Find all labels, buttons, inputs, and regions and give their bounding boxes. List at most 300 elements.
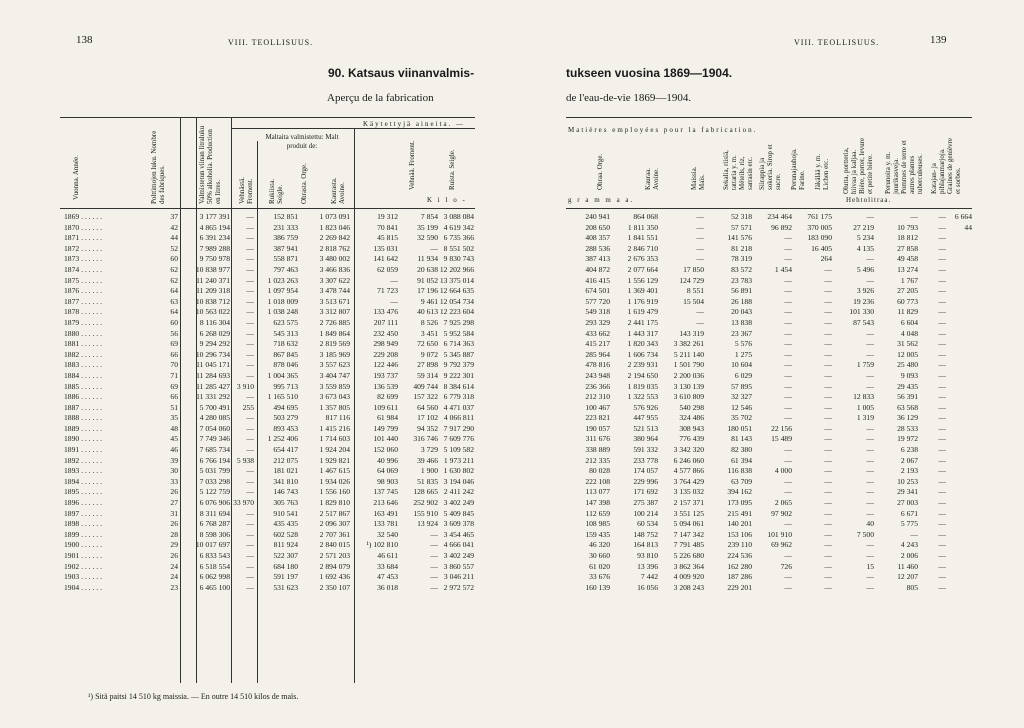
table-cell: 174 057 — [633, 466, 658, 476]
table-cell: 10 563 022 — [195, 307, 230, 317]
table-cell: — — [824, 508, 832, 518]
table-cell: — — [696, 307, 704, 317]
table-cell: 40 — [866, 519, 874, 529]
col-lichen-label: Jäkälää y. m. Lichen etc. — [814, 153, 830, 190]
table-cell: 1 823 046 — [319, 222, 350, 232]
column-meteil — [706, 212, 752, 593]
table-cell: 215 491 — [727, 508, 752, 518]
table-cell: — — [866, 275, 874, 285]
table-cell: 141 642 — [373, 254, 398, 264]
table-cell: 623 575 — [273, 317, 298, 327]
table-cell: 1 929 821 — [319, 455, 350, 465]
table-cell: — — [824, 392, 832, 402]
table-cell: 1 767 — [900, 275, 918, 285]
col-pommes-label: Perunoita y. m. juurikasveja. Pommes de terre et autres plantes tuberculeuses. — [884, 140, 924, 194]
table-cell: 155 910 — [413, 508, 438, 518]
malt-subheader: Maltaita valmistettu: Malt produit de: — [265, 133, 339, 150]
table-cell: 208 650 — [585, 222, 610, 232]
table-cell: 2 096 307 — [319, 519, 350, 529]
table-cell: 5 496 — [856, 264, 874, 274]
table-cell: 878 046 — [273, 360, 298, 370]
table-cell: — — [784, 360, 792, 370]
table-cell: 13 838 — [731, 317, 752, 327]
table-cell: 1 973 211 — [443, 455, 474, 465]
table-cell: 1896 . . . . . . — [64, 498, 102, 508]
table-cell: — — [246, 222, 254, 232]
table-cell: 5 409 845 — [443, 508, 474, 518]
table-cell: — — [938, 402, 946, 412]
table-cell: — — [866, 540, 874, 550]
table-cell — [946, 413, 972, 424]
table-cell: 8 116 304 — [199, 317, 230, 327]
table-cell: 19 236 — [853, 296, 874, 306]
table-cell: 148 752 — [633, 529, 658, 539]
table-cell: 5 234 — [856, 233, 874, 243]
table-cell: 1 319 — [856, 413, 874, 423]
table-cell: 293 329 — [585, 317, 610, 327]
table-cell: 27 205 — [897, 286, 918, 296]
table-cell: 1 369 401 — [627, 286, 658, 296]
table-cell: 404 872 — [585, 264, 610, 274]
table-cell: 13 274 — [897, 264, 918, 274]
table-cell: — — [866, 476, 874, 486]
table-cell: 1903 . . . . . . — [64, 572, 102, 582]
table-cell: 718 632 — [273, 339, 298, 349]
table-cell: 893 453 — [273, 423, 298, 433]
table-cell: — — [784, 572, 792, 582]
table-cell — [946, 466, 972, 477]
table-cell: 23 367 — [731, 328, 752, 338]
table-cell: 10 253 — [897, 476, 918, 486]
table-cell: 44 — [964, 222, 972, 232]
table-cell: 2 006 — [900, 551, 918, 560]
table-cell: — — [246, 519, 254, 529]
table-cell: — — [938, 349, 946, 359]
table-cell: 25 480 — [897, 360, 918, 370]
table-cell: 1 759 — [856, 360, 874, 370]
table-cell: 540 298 — [679, 402, 704, 412]
table-cell: 387 941 — [273, 243, 298, 253]
table-cell: 60 534 — [637, 519, 658, 529]
table-cell: — — [866, 445, 874, 455]
table-cell: — — [866, 498, 874, 508]
table-cell: 311 676 — [585, 434, 610, 444]
table-cell: — — [824, 529, 832, 539]
table-cell: — — [866, 339, 874, 349]
table-cell: 12 202 966 — [439, 264, 474, 274]
table-cell — [946, 403, 972, 414]
table-cell: 531 623 — [273, 582, 298, 592]
table-cell — [946, 434, 972, 445]
col-barley-malt-label: Ohrasta. Orge. — [300, 163, 308, 204]
table-cell: 1 005 — [856, 402, 874, 412]
table-cell: — — [824, 349, 832, 359]
table-cell: 52 — [170, 243, 178, 253]
table-cell: — — [866, 212, 874, 221]
col-sorbes-label: Katajan- ja pihlajanmarjoja. Graines de genièvre et sorbes. — [930, 138, 962, 194]
table-cell: 4 666 041 — [443, 540, 474, 550]
table-cell: 797 463 — [273, 264, 298, 274]
table-cell: 124 729 — [679, 275, 704, 285]
table-cell: 1886 . . . . . . — [64, 392, 102, 402]
table-cell: 6 779 318 — [443, 392, 474, 402]
table-cell: 16 405 — [811, 243, 832, 253]
table-cell: 2 269 842 — [319, 233, 350, 243]
table-cell: 140 201 — [727, 519, 752, 529]
table-cell: 1 819 035 — [627, 381, 658, 391]
table-cell: 1877 . . . . . . — [64, 296, 102, 306]
table-cell: 1872 . . . . . . — [64, 243, 102, 253]
table-cell: 17 102 — [417, 413, 438, 423]
table-cell — [946, 233, 972, 244]
table-cell: 5 576 — [734, 339, 752, 349]
table-cell: 370 005 — [807, 222, 832, 232]
table-cell: 69 — [170, 381, 178, 391]
table-cell: — — [938, 296, 946, 306]
table-cell: 576 926 — [633, 402, 658, 412]
table-cell — [946, 583, 972, 594]
table-cell: 63 709 — [731, 476, 752, 486]
column-mais — [658, 212, 704, 593]
table-cell: 2 707 361 — [319, 529, 350, 539]
table-cell: 1 714 603 — [319, 434, 350, 444]
table-cell: — — [784, 317, 792, 327]
table-cell: — — [784, 307, 792, 317]
table-cell: 416 415 — [585, 275, 610, 285]
table-cell: 288 536 — [585, 243, 610, 253]
table-cell — [946, 329, 972, 340]
table-cell: 183 090 — [807, 233, 832, 243]
table-cell: — — [430, 561, 438, 571]
table-cell: 1900 . . . . . . — [64, 540, 102, 550]
table-cell: 674 501 — [585, 286, 610, 296]
table-cell: — — [246, 423, 254, 433]
table-cell: 37 — [170, 212, 178, 221]
table-cell: — — [824, 317, 832, 327]
table-cell: 1 165 510 — [267, 392, 298, 402]
table-cell — [946, 498, 972, 509]
table-cell: — — [430, 243, 438, 253]
table-cell: 19 972 — [897, 434, 918, 444]
table-cell: — — [824, 455, 832, 465]
table-cell — [946, 371, 972, 382]
col-mais-label: Maissia. Maïs. — [690, 166, 706, 190]
table-cell: 193 737 — [373, 370, 398, 380]
table-cell: 2 846 710 — [627, 243, 658, 253]
table-cell: 23 — [170, 582, 178, 592]
table-cell: — — [938, 498, 946, 508]
column-prod — [180, 212, 230, 593]
table-cell: 2 517 867 — [319, 508, 350, 518]
table-cell: ¹) 102 810 — [366, 540, 398, 550]
table-cell: 164 813 — [633, 540, 658, 550]
table-cell: 1 454 — [774, 264, 792, 274]
table-cell: 229 996 — [633, 476, 658, 486]
table-cell: 1 322 553 — [627, 392, 658, 402]
table-cell: — — [390, 296, 398, 306]
table-cell: 1 176 919 — [627, 296, 658, 306]
table-cell: 3 130 139 — [673, 381, 704, 391]
table-cell: 2 818 762 — [319, 243, 350, 253]
table-cell: 867 845 — [273, 349, 298, 359]
table-cell: 223 821 — [585, 413, 610, 423]
table-cell: — — [824, 434, 832, 444]
table-cell: 8 598 306 — [199, 529, 230, 539]
table-cell: — — [784, 445, 792, 455]
table-cell: 46 611 — [377, 551, 398, 560]
right-subtitle: de l'eau-de-vie 1869—1904. — [566, 92, 692, 104]
table-cell: 33 684 — [377, 561, 398, 571]
right-page-number: 139 — [930, 34, 947, 46]
table-cell: 82 699 — [377, 392, 398, 402]
table-cell: 8 384 614 — [443, 381, 474, 391]
right-running-header: VIII. TEOLLISUUS. — [794, 38, 880, 47]
table-cell — [946, 519, 972, 530]
table-cell: 62 — [170, 264, 178, 274]
table-cell: 591 332 — [633, 445, 658, 455]
table-cell — [946, 572, 972, 583]
table-cell: 7 749 346 — [199, 434, 230, 444]
table-cell — [946, 562, 972, 573]
table-cell: — — [938, 233, 946, 243]
table-cell: 1 934 026 — [319, 476, 350, 486]
table-cell: 15 — [866, 561, 874, 571]
table-cell: — — [938, 445, 946, 455]
table-cell: 811 924 — [273, 540, 298, 550]
table-cell: — — [824, 275, 832, 285]
table-cell: 64 560 — [417, 402, 438, 412]
table-cell: 109 611 — [373, 402, 398, 412]
table-cell: 1893 . . . . . . — [64, 466, 102, 476]
table-cell: 1 849 864 — [319, 328, 350, 338]
table-cell: — — [246, 349, 254, 359]
table-cell: 31 — [170, 508, 178, 518]
table-cell: — — [866, 423, 874, 433]
table-cell: 98 903 — [377, 476, 398, 486]
table-cell: 2 193 — [900, 466, 918, 476]
table-cell: 94 352 — [417, 423, 438, 433]
table-cell — [946, 360, 972, 371]
table-cell: 1870 . . . . . . — [64, 222, 102, 232]
table-cell: 3 402 249 — [443, 498, 474, 508]
left-subtitle: Aperçu de la fabrication — [327, 92, 434, 104]
gramma-label: g r a m m a a. — [568, 196, 635, 204]
table-cell: 2 239 931 — [627, 360, 658, 370]
table-cell: 56 891 — [731, 286, 752, 296]
table-cell: 341 810 — [273, 476, 298, 486]
table-cell: 3 342 320 — [673, 445, 704, 455]
table-cell: 60 — [170, 317, 178, 327]
table-cell: 61 020 — [589, 561, 610, 571]
table-cell: 6 391 234 — [199, 233, 230, 243]
table-cell: 11 284 693 — [196, 370, 230, 380]
table-cell: — — [246, 413, 254, 423]
table-cell: 28 — [170, 529, 178, 539]
table-cell: 3 480 002 — [319, 254, 350, 264]
table-cell: 1 357 805 — [319, 402, 350, 412]
table-cell: — — [784, 381, 792, 391]
table-cell: — — [784, 296, 792, 306]
table-cell: 3 610 809 — [673, 392, 704, 402]
table-cell: 27 858 — [897, 243, 918, 253]
table-cell: — — [938, 413, 946, 423]
table-cell: 4 048 — [900, 328, 918, 338]
table-cell: 100 214 — [633, 508, 658, 518]
table-cell: — — [938, 360, 946, 370]
table-cell: 5 345 887 — [443, 349, 474, 359]
table-cell: 52 318 — [731, 212, 752, 221]
table-cell: 1894 . . . . . . — [64, 476, 102, 486]
table-cell: 190 057 — [585, 423, 610, 433]
col-avoine-label: Kauraa. Avoine. — [644, 168, 660, 190]
table-cell: — — [784, 519, 792, 529]
table-cell: 15 504 — [683, 296, 704, 306]
table-cell: 6 833 543 — [199, 551, 230, 560]
table-cell: 1888 . . . . . . — [64, 413, 102, 423]
table-cell: 1882 . . . . . . — [64, 349, 102, 359]
table-cell: 56 391 — [897, 392, 918, 402]
table-cell: 255 — [242, 402, 254, 412]
table-cell: — — [938, 339, 946, 349]
table-cell: — — [824, 466, 832, 476]
table-cell: 3 046 211 — [443, 572, 474, 582]
table-cell: 64 — [170, 307, 178, 317]
table-cell: — — [938, 286, 946, 296]
table-cell — [946, 456, 972, 467]
table-cell: 1897 . . . . . . — [64, 508, 102, 518]
table-cell: 61 984 — [377, 413, 398, 423]
table-cell: 3 478 744 — [319, 286, 350, 296]
table-cell: 29 341 — [897, 487, 918, 497]
table-cell: 122 446 — [373, 360, 398, 370]
table-cell: 3 402 249 — [443, 551, 474, 560]
table-cell: 1876 . . . . . . — [64, 286, 102, 296]
table-cell: 10 838 712 — [195, 296, 230, 306]
table-cell: 16 056 — [637, 582, 658, 592]
table-cell: 222 108 — [585, 476, 610, 486]
table-cell: — — [784, 254, 792, 264]
table-cell: 31 562 — [897, 339, 918, 349]
table-cell: — — [246, 392, 254, 402]
table-cell: 6 029 — [734, 370, 752, 380]
table-cell: — — [430, 529, 438, 539]
table-cell: 72 650 — [417, 339, 438, 349]
left-running-header: VIII. TEOLLISUUS. — [228, 38, 314, 47]
table-cell: 234 464 — [767, 212, 792, 221]
table-cell: — — [824, 360, 832, 370]
table-cell: 27 003 — [897, 498, 918, 508]
table-cell: 6 664 — [954, 212, 972, 221]
table-cell: 32 327 — [731, 392, 752, 402]
table-cell: 6 076 906 — [199, 498, 230, 508]
table-cell: 12 546 — [731, 402, 752, 412]
table-cell — [946, 530, 972, 541]
table-cell: 394 162 — [727, 487, 752, 497]
table-cell: 4 619 342 — [443, 222, 474, 232]
table-cell: — — [910, 212, 918, 221]
table-cell: 83 572 — [731, 264, 752, 274]
table-cell: 15 489 — [771, 434, 792, 444]
table-cell: 11 240 371 — [196, 275, 230, 285]
table-cell: 316 746 — [413, 434, 438, 444]
table-cell: 243 948 — [585, 370, 610, 380]
table-cell: 305 763 — [273, 498, 298, 508]
table-cell: 187 286 — [727, 572, 752, 582]
table-cell: — — [246, 317, 254, 327]
table-cell: 4 280 085 — [199, 413, 230, 423]
table-cell: 3 910 — [236, 381, 254, 391]
table-cell: 1891 . . . . . . — [64, 445, 102, 455]
table-cell: 236 366 — [585, 381, 610, 391]
col-orge-label: Ohraa. Orge. — [596, 153, 604, 190]
table-cell: 81 143 — [731, 434, 752, 444]
table-cell: 6 714 363 — [443, 339, 474, 349]
table-cell — [946, 509, 972, 520]
table-cell: 9 072 — [420, 349, 438, 359]
table-cell: 1 900 — [420, 466, 438, 476]
table-cell: — — [824, 381, 832, 391]
table-cell: 6 604 — [900, 317, 918, 327]
table-cell: 9 830 743 — [443, 254, 474, 264]
table-cell: 1883 . . . . . . — [64, 360, 102, 370]
table-cell: 32 540 — [377, 529, 398, 539]
table-cell: — — [696, 233, 704, 243]
table-cell: 20 043 — [731, 307, 752, 317]
table-cell: 29 435 — [897, 381, 918, 391]
table-cell: — — [784, 233, 792, 243]
table-cell: — — [824, 328, 832, 338]
table-cell: 8 551 — [686, 286, 704, 296]
table-cell: 136 539 — [373, 381, 398, 391]
table-cell: — — [784, 413, 792, 423]
table-cell: 82 380 — [731, 445, 752, 455]
table-cell — [946, 254, 972, 265]
table-cell — [946, 297, 972, 308]
table-cell: — — [938, 381, 946, 391]
table-cell: 3 208 243 — [673, 582, 704, 592]
table-cell: 1 841 551 — [627, 233, 658, 243]
table-cell: 26 — [170, 519, 178, 529]
table-cell: — — [430, 551, 438, 560]
table-cell: — — [784, 275, 792, 285]
table-cell: 24 — [170, 561, 178, 571]
table-cell: 213 646 — [373, 498, 398, 508]
col-farine-label: Perunajauhoja. Farine. — [790, 148, 806, 190]
table-cell: 415 217 — [585, 339, 610, 349]
table-cell: 152 060 — [373, 445, 398, 455]
table-cell: — — [246, 445, 254, 455]
table-cell — [946, 339, 972, 350]
table-cell: — — [866, 455, 874, 465]
table-cell: 3 404 747 — [319, 370, 350, 380]
table-cell: 5 122 759 — [199, 487, 230, 497]
left-title: 90. Katsaus viinanvalmis- — [328, 66, 475, 80]
table-cell: 3 382 261 — [673, 339, 704, 349]
table-cell: 2 411 242 — [443, 487, 474, 497]
table-cell: 3 451 — [420, 328, 438, 338]
table-cell: 45 — [170, 434, 178, 444]
table-cell: — — [824, 445, 832, 455]
table-cell: — — [784, 455, 792, 465]
table-cell: 162 280 — [727, 561, 752, 571]
table-cell: — — [246, 508, 254, 518]
table-cell: 338 889 — [585, 445, 610, 455]
table-cell: 12 664 635 — [439, 286, 474, 296]
column-fab — [154, 212, 178, 593]
table-cell: — — [866, 381, 874, 391]
table-cell: 3 513 671 — [319, 296, 350, 306]
table-cell: 45 815 — [377, 233, 398, 243]
